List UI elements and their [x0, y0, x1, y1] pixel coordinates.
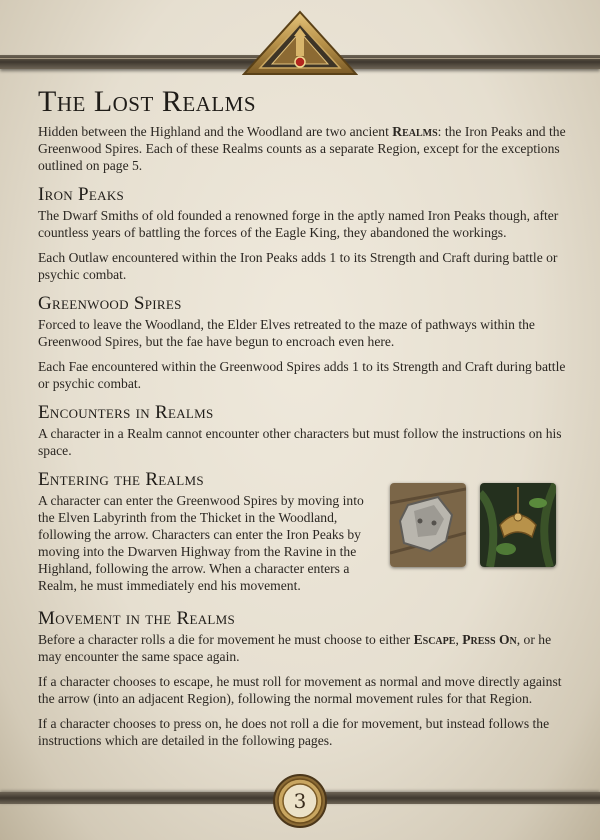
- entering-paragraph: A character can enter the Greenwood Spires by moving into the Elven Labyrinth from the Thicket in the Woodland, following the arrow. Characters can enter the Iron Peaks by moving into the Dwarven Highway from the Ravine in the Highland, following the arrow. When a character enters a Realm, he must immediately end his movement.: [38, 493, 364, 593]
- entering-section: [38, 469, 566, 594]
- iron-peaks-paragraph-1: The Dwarf Smiths of old founded a renowned forge in the aptly named Iron Peaks though, after countless years of battling the forces of the Eagle King, they abandoned the workings.: [38, 208, 559, 240]
- movement-text-b: ,: [455, 632, 463, 647]
- triangle-emblem-icon: [242, 10, 358, 78]
- entering-heading: Entering the Realms: [38, 469, 204, 490]
- movement-text-c: , or he may encounter the same space again.: [38, 632, 552, 664]
- iron-peaks-heading: Iron Peaks: [38, 184, 125, 205]
- movement-heading: Movement in the Realms: [38, 608, 236, 629]
- movement-paragraph-1: [38, 631, 566, 665]
- intro-text-1: Hidden between the Highland and the Woodland are two ancient: [38, 124, 393, 139]
- encounters-heading: Encounters in Realms: [38, 402, 214, 423]
- page-title: The Lost Realms: [38, 85, 256, 118]
- greenwood-spires-heading: Greenwood Spires: [38, 293, 182, 314]
- iron-peaks-token-icon: [390, 483, 466, 567]
- greenwood-spires-token-icon: [480, 483, 556, 567]
- greenwood-spires-paragraph-2: Each Fae encountered within the Greenwood Spires adds 1 to its Strength and Craft during battle or psychic combat.: [38, 359, 566, 391]
- realms-term: Realms: [392, 124, 438, 139]
- movement-text-a: Before a character rolls a die for movement he must choose to either: [38, 632, 414, 647]
- movement-paragraph-2: If a character chooses to escape, he must roll for movement as normal and move directly against the arrow (into an adjacent Region), following the normal movement rules for that Region.: [38, 674, 562, 706]
- intro-text-2: : the Iron Peaks and the Greenwood Spires. Each of these Realms counts as a separate Region, except for the exceptions outlined on page 5.: [38, 124, 566, 173]
- encounters-paragraph: A character in a Realm cannot encounter other characters but must follow the instructions on his space.: [38, 426, 562, 458]
- press-on-term: Press On: [462, 632, 517, 647]
- greenwood-spires-paragraph-1: Forced to leave the Woodland, the Elder Elves retreated to the maze of pathways within the Greenwood Spires, but the fae have begun to encroach even here.: [38, 317, 535, 349]
- main-content: [38, 85, 566, 757]
- movement-paragraph-3: If a character chooses to press on, he does not roll a die for movement, but instead follows the instructions which are detailed in the following pages.: [38, 716, 550, 748]
- page-number: 3: [293, 789, 307, 813]
- iron-peaks-paragraph-2: Each Outlaw encountered within the Iron Peaks adds 1 to its Strength and Craft during battle or psychic combat.: [38, 250, 558, 282]
- escape-term: Escape: [413, 632, 456, 647]
- intro-paragraph: [38, 123, 566, 174]
